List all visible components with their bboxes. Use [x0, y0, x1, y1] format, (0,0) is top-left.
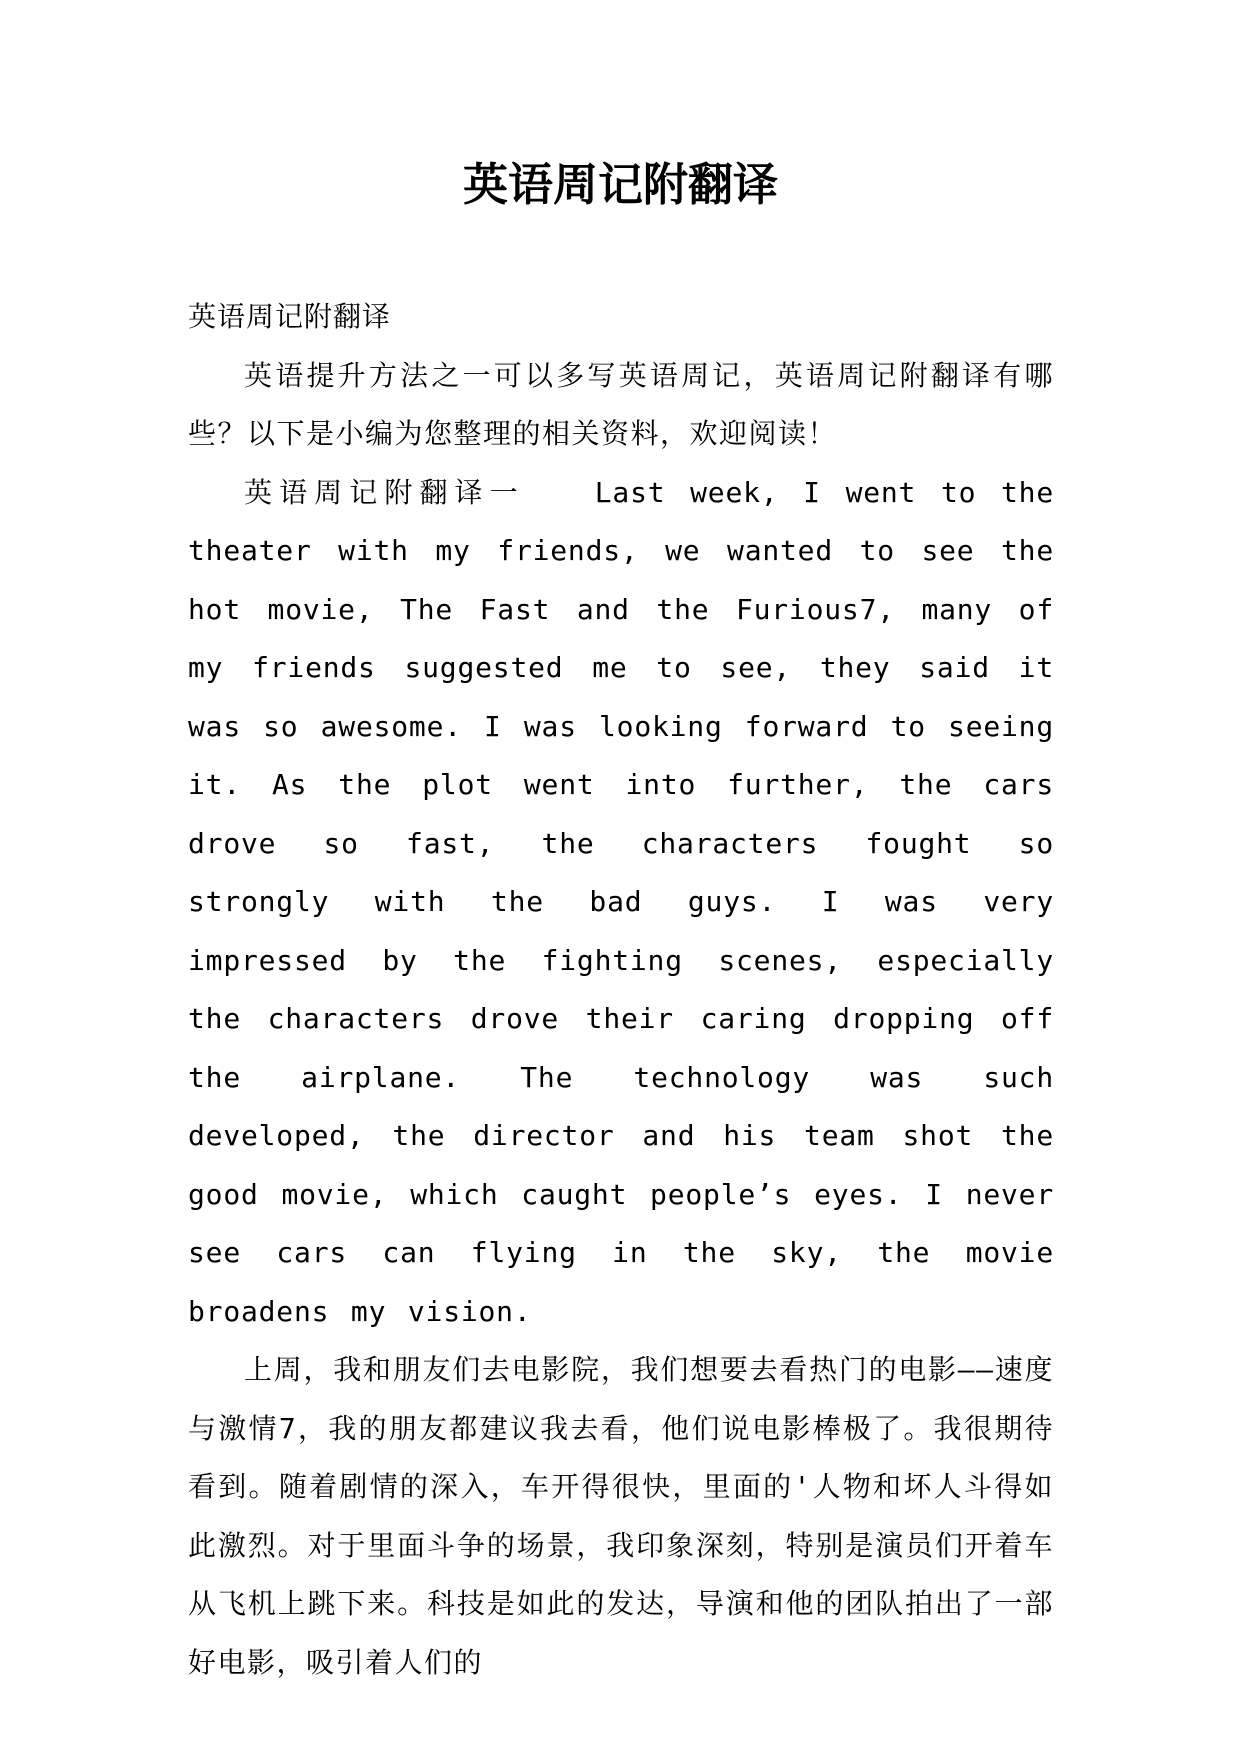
page-title: 英语周记附翻译	[462, 158, 778, 211]
document-body	[188, 288, 1054, 1692]
section-one-chinese-translation: 上周，我和朋友们去电影院，我们想要去看热门的电影——速度与激情7，我的朋友都建议我去看，他们说电影棒极了。我很期待看到。随着剧情的深入，车开得很快，里面的'人物和坏人斗得如此激烈。对于里面斗争的场景，我印象深刻，特别是演员们开着车从飞机上跳下来。科技是如此的发达，导演和他的团队拍出了一部好电影，吸引着人们的	[188, 1353, 1054, 1679]
section-one-heading: 英语周记附翻译一	[244, 475, 525, 509]
section-one-english-text: Last week, I went to the theater with my friends, we wanted to see the hot movie, The Fast and the Furious7, many of my friends suggested me to see, they said it was so awesome. I was looking forward to seeing it. As the plot went into further, the cars drove so fast, the characters fought so strongly with the bad guys. I was very impressed by the fighting scenes, especially the characters drove their caring dropping off the airplane. The technology was such developed, the director and his team shot the good movie, which caught people’s eyes. I never see cars can flying in the sky, the movie broadens my vision.	[188, 475, 1054, 1328]
intro-paragraph: 英语提升方法之一可以多写英语周记，英语周记附翻译有哪些？以下是小编为您整理的相关资料，欢迎阅读！	[188, 358, 1054, 450]
section-one-paragraph	[188, 464, 1054, 1342]
subheading: 英语周记附翻译	[188, 300, 392, 333]
